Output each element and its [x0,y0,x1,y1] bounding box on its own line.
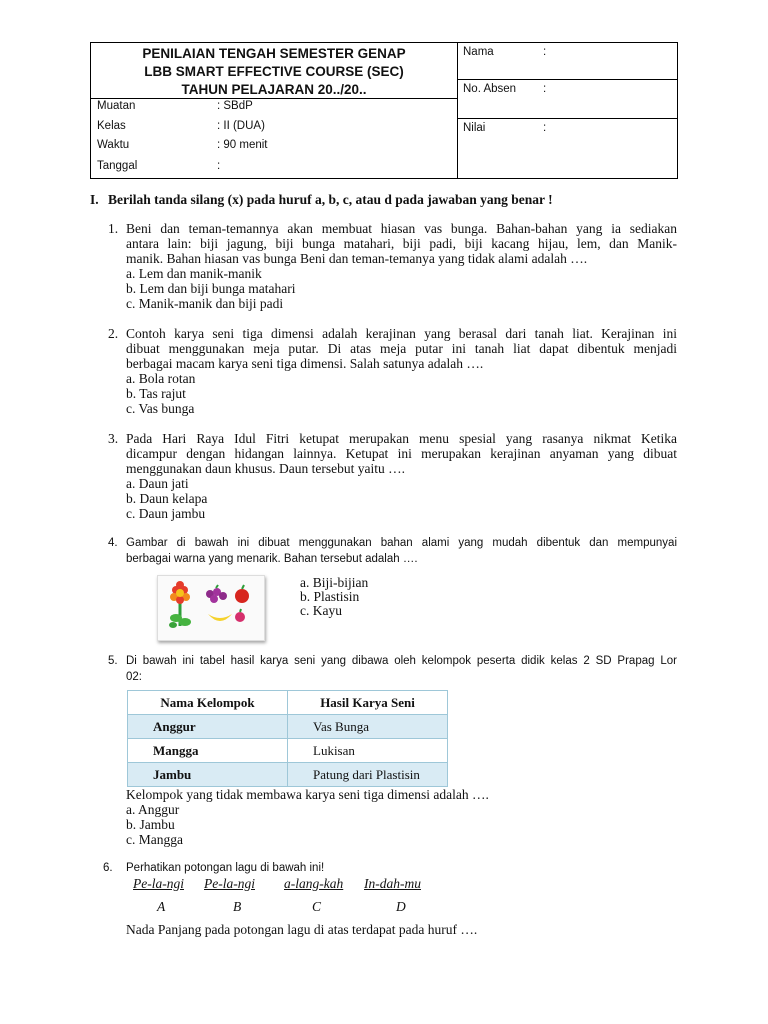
option-a[interactable]: a. Lem dan manik-manik [126,266,262,281]
table-cell-work: Vas Bunga [288,715,448,739]
option-c[interactable]: c. Daun jambu [126,506,206,521]
song-letter: C [312,899,322,914]
question-text: dicampur dengan hidangan lainnya. Ketupat ini merupakan kerajinan anyaman yang dibuat [126,446,677,461]
song-letter: D [396,899,406,914]
option-c[interactable]: c. Manik-manik dan biji padi [126,296,284,311]
table-row [128,763,448,787]
field-label: No. Absen [463,83,517,95]
table-cell-work: Patung dari Plastisin [288,763,448,787]
field-colon: : [543,83,547,95]
student-field-nilai[interactable] [457,119,677,178]
question-number: 2. [108,326,119,341]
question-text: Contoh karya seni tiga dimensi adalah kerajinan yang berasal dari tanah liat. Kerajinan ini [126,326,677,341]
option-a[interactable]: a. Bola rotan [126,371,196,386]
question-text: antara lain: biji jagung, biji bunga matahari, biji padi, biji kacang hijau, lem, dan Manik- [126,236,677,251]
question-text: Pada Hari Raya Idul Fitri ketupat merupakan menu spesial yang rasanya nikmat Ketika [126,431,677,446]
option-a[interactable]: a. Anggur [126,802,180,817]
field-label: Nilai [463,122,486,134]
exam-title [91,43,457,99]
table-cell-work: Lukisan [288,739,448,763]
field-colon: : [543,122,547,134]
plasticine-figures [158,576,264,640]
option-b[interactable]: b. Jambu [126,817,175,832]
student-field-no-absen[interactable] [457,80,677,119]
question-number: 5. [108,655,118,667]
option-a[interactable]: a. Biji-bijian [300,575,369,590]
song-fragment: In-dah-mu [364,876,421,891]
field-label: Waktu [97,139,130,151]
question-text: Di bawah ini tabel hasil karya seni yang dibawa oleh kelompok peserta didik kelas 2 SD Prapag Lor [126,655,677,667]
option-c[interactable]: c. Kayu [300,603,342,618]
student-info-panel [457,43,677,178]
exam-header [90,42,678,179]
question-text: Perhatikan potongan lagu di bawah ini! [126,862,325,874]
question-text: Gambar di bawah ini dibuat menggunakan bahan alami yang mudah dibentuk dan mempunyai [126,537,677,549]
table-cell-group: Jambu [128,763,288,787]
column-header: Nama Kelompok [128,691,288,715]
field-value: : II (DUA) [217,120,265,132]
option-b[interactable]: b. Daun kelapa [126,491,208,506]
question-text: 02: [126,671,142,683]
question-text: manik. Bahan hiasan vas bunga Beni dan teman-temanya yang tidak alami adalah …. [126,251,588,266]
question-text: berbagai macam karya seni tiga dimensi. Salah satunya adalah …. [126,356,484,371]
question-text: berbagai warna yang menarik. Bahan tersebut adalah …. [126,553,418,565]
option-c[interactable]: c. Vas bunga [126,401,195,416]
student-field-nama[interactable] [457,43,677,80]
song-fragment: Pe-la-ngi [133,876,184,891]
song-fragment: Pe-la-ngi [204,876,255,891]
field-value: : [217,160,221,172]
field-label: Muatan [97,100,136,112]
option-a[interactable]: a. Daun jati [126,476,189,491]
option-b[interactable]: b. Tas rajut [126,386,186,401]
question-number: 3. [108,431,119,446]
question-text: Nada Panjang pada potongan lagu di atas terdapat pada huruf …. [126,922,478,937]
table-row [128,715,448,739]
question-number: 1. [108,221,119,236]
question-number: 6. [103,862,113,874]
column-header: Hasil Karya Seni [288,691,448,715]
option-b[interactable]: b. Plastisin [300,589,360,604]
song-letter: A [157,899,166,914]
question-text: Beni dan teman-temannya akan membuat hiasan vas bunga. Bahan-bahan yang ia sediakan [126,221,677,236]
question-text: menggunakan daun khusus. Daun tersebut yaitu …. [126,461,405,476]
table-row [128,739,448,763]
field-label: Tanggal [97,160,138,172]
field-value: : 90 menit [217,139,268,151]
song-letter: B [233,899,242,914]
exam-info-panel [91,43,458,178]
question-text: dibuat menggunakan meja putar. Di atas meja putar ini tanah liat dapat dibentuk menjadi [126,341,677,356]
table-cell-group: Mangga [128,739,288,763]
field-label: Nama [463,46,494,58]
title-line: PENILAIAN TENGAH SEMESTER GENAP [142,46,406,61]
field-value: : SBdP [217,100,253,112]
section-instruction: Berilah tanda silang (x) pada huruf a, b, c, atau d pada jawaban yang benar ! [108,192,553,207]
results-table [127,690,448,787]
plasticine-image [157,575,265,641]
title-line: TAHUN PELAJARAN 20../20.. [181,82,367,97]
question-number: 4. [108,537,118,549]
field-colon: : [543,46,547,58]
option-c[interactable]: c. Mangga [126,832,183,847]
table-header-row [128,691,448,715]
question-text: Kelompok yang tidak membawa karya seni tiga dimensi adalah …. [126,787,489,802]
option-b[interactable]: b. Lem dan biji bunga matahari [126,281,296,296]
song-fragment: a-lang-kah [284,876,344,891]
table-cell-group: Anggur [128,715,288,739]
section-number: I. [90,192,99,207]
title-line: LBB SMART EFFECTIVE COURSE (SEC) [144,64,404,79]
field-label: Kelas [97,120,126,132]
